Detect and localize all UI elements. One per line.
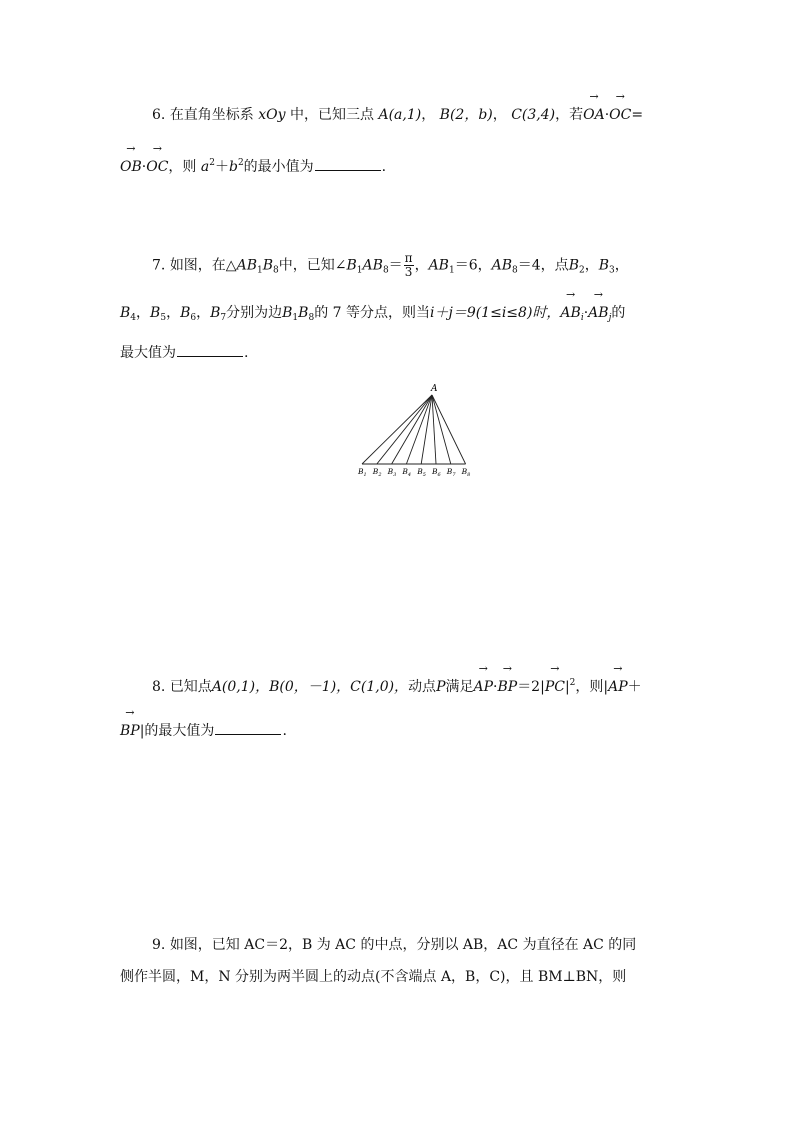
fraction-denominator: 3	[404, 265, 413, 279]
segment-a-b3	[392, 395, 432, 464]
q8-text: ＝2|	[517, 679, 545, 695]
q6-point-c: C(3,4)	[511, 107, 556, 123]
vector-bp: → BP	[120, 720, 140, 742]
q8-point-c: C(1,0)，	[350, 679, 409, 695]
fraction-pi-over-3	[404, 252, 414, 279]
segment-a-b8	[432, 395, 466, 464]
figure-lines	[362, 395, 466, 464]
q6-line1: 6. 在直角坐标系 xOy 中，已知三点 A(a,1)， B(2，b)， C(3,4)，若→ OA·→ OC=	[152, 104, 643, 126]
base-label-b5: $B_5$	[417, 467, 426, 478]
q7-b6: B	[180, 305, 191, 321]
q8-period: .	[282, 723, 287, 739]
q6-text: ，若	[555, 107, 584, 123]
q8-point-p: P	[436, 679, 446, 695]
base-label-b1: $B_1$	[358, 467, 367, 478]
q7-ab8: AB	[491, 257, 513, 274]
q9-text: 如图，已知 AC＝2，B 为 AC 的中点，分别以 AB，AC 为直径在 AC 的同	[169, 937, 637, 953]
fraction-numerator: π	[404, 251, 413, 265]
base-label-b6: $B_6$	[432, 467, 441, 478]
q7-text: 如图，在△	[169, 257, 237, 274]
triangle-figure	[352, 380, 477, 480]
vector-ob: → OB	[120, 156, 142, 178]
q8-plus: ＋	[627, 679, 642, 695]
q8-line1: 8. 已知点A(0,1)，B(0，－1)，C(1,0)，动点P满足→ $AP\cdot\to BP=2|\to PC|^2$，则|→ AP＋	[152, 672, 642, 698]
q7-b7: B	[210, 305, 221, 321]
apex-label-a: A	[431, 384, 438, 394]
segment-a-b5	[421, 395, 432, 464]
q7-edge-b1: B	[282, 305, 293, 321]
q9-line1	[152, 934, 636, 956]
vector-oa: → OA	[583, 104, 605, 126]
q6-var-b: b	[228, 159, 238, 175]
segment-a-b7	[432, 395, 451, 464]
q9-number: 9.	[152, 937, 166, 953]
q6-var-a: a	[200, 159, 210, 175]
vector-abj: → AB	[588, 302, 608, 324]
q6-point-a: A(a,1)	[378, 107, 422, 123]
q6-text: 在直角坐标系	[169, 107, 254, 123]
q6-coord-system: xOy	[258, 107, 286, 123]
q7-line1: 7. 如图，在$\triangle AB_1B_8$中，已知$\angle B_1AB_8=$ $\frac{\pi}{3}$ ，$AB_1=6$，$AB_8=4$，点$B_2$，$B_3$，	[152, 251, 629, 279]
q7-line2: $B_4$，$B_5$，$B_6$，$B_7$分别为边$B_1B_8$的 7 等分点，则当i＋j＝9(1≤i≤8)时，→ $AB_i\cdot\to AB_j$的	[120, 302, 625, 329]
figure-base-labels	[357, 467, 470, 478]
vector-oc: → OC	[609, 104, 631, 126]
q9-text: 侧作半圆，M，N 分别为两半圆上的动点(不含端点 A，B，C)，且 BM⊥BN，则	[120, 969, 627, 985]
q6-exponent: 2	[209, 158, 215, 168]
q7-text: ，	[414, 257, 429, 274]
base-label-b2: $B_2$	[372, 467, 382, 478]
base-label-b8: $B_8$	[461, 467, 471, 478]
segment-a-b1	[362, 395, 432, 464]
q6-text: 的最小值为	[243, 159, 314, 175]
q6-exponent: 2	[237, 158, 244, 168]
base-label-b7: $B_7$	[446, 467, 456, 478]
q7-text: 分别为边	[226, 305, 283, 321]
q8-text: 满足	[445, 679, 474, 695]
q7-text: ＝4，点	[517, 257, 569, 274]
q7-triangle: AB	[236, 257, 257, 274]
q6-equals: =	[631, 107, 644, 123]
answer-blank	[215, 733, 281, 735]
q7-b2: B	[568, 257, 579, 274]
vector-ap: → AP	[608, 676, 628, 698]
segment-a-b4	[406, 395, 432, 464]
q6-number: 6.	[152, 107, 166, 123]
q7-condition: i＋j＝9(1≤i≤8)时，	[430, 305, 561, 321]
q8-line2	[120, 720, 287, 742]
q8-text: ，则|	[575, 679, 609, 695]
q7-period: .	[244, 345, 249, 361]
q7-angle-ab: AB	[362, 257, 383, 274]
vector-bp: → BP	[497, 676, 517, 698]
q8-point-b: B(0，－1)，	[269, 679, 351, 695]
q7-ab1: AB	[428, 257, 449, 274]
q7-b4: B	[120, 305, 131, 321]
segment-a-b2	[377, 395, 432, 464]
q6-point-b: B(2，b)	[439, 107, 493, 123]
q8-number: 8.	[152, 679, 166, 695]
base-label-b4: $B_4$	[402, 467, 412, 478]
q7-text: 的	[611, 305, 626, 321]
answer-blank	[177, 355, 243, 357]
q6-line2: → OB·→ OC，则 $a^2+b^2$的最小值为 .	[120, 152, 386, 178]
q7-text: ＝6，	[454, 257, 492, 274]
q8-point-a: A(0,1)，	[211, 679, 270, 695]
q7-line3	[120, 342, 248, 364]
q6-text: ，则	[168, 159, 197, 175]
vector-abi: → AB	[560, 302, 580, 324]
q8-abs-bar: |	[564, 679, 570, 695]
vector-oc: → OC	[146, 156, 168, 178]
base-label-b3: $B_3$	[387, 467, 397, 478]
q9-line2	[120, 966, 626, 988]
answer-blank	[315, 169, 381, 171]
q7-b3: B	[598, 257, 610, 274]
q8-text: |的最大值为	[139, 723, 215, 739]
q7-text: 最大值为	[120, 345, 176, 361]
q6-plus: ＋	[214, 159, 229, 175]
q6-period: .	[381, 159, 387, 175]
vector-ap: → AP	[473, 676, 493, 698]
vector-pc: → PC	[545, 676, 565, 698]
q6-text: 中，已知三点	[290, 107, 375, 123]
segment-a-b6	[432, 395, 436, 464]
q7-number: 7.	[152, 257, 166, 274]
q7-b5: B	[150, 305, 161, 321]
q8-text: 已知点	[169, 679, 212, 695]
q7-text: 中，已知∠	[278, 257, 347, 274]
q7-text: 的 7 等分点，则当	[314, 305, 430, 321]
q7-edge-b8: B	[298, 305, 309, 321]
q8-text: 动点	[408, 679, 437, 695]
q7-angle-b: B	[346, 257, 357, 274]
